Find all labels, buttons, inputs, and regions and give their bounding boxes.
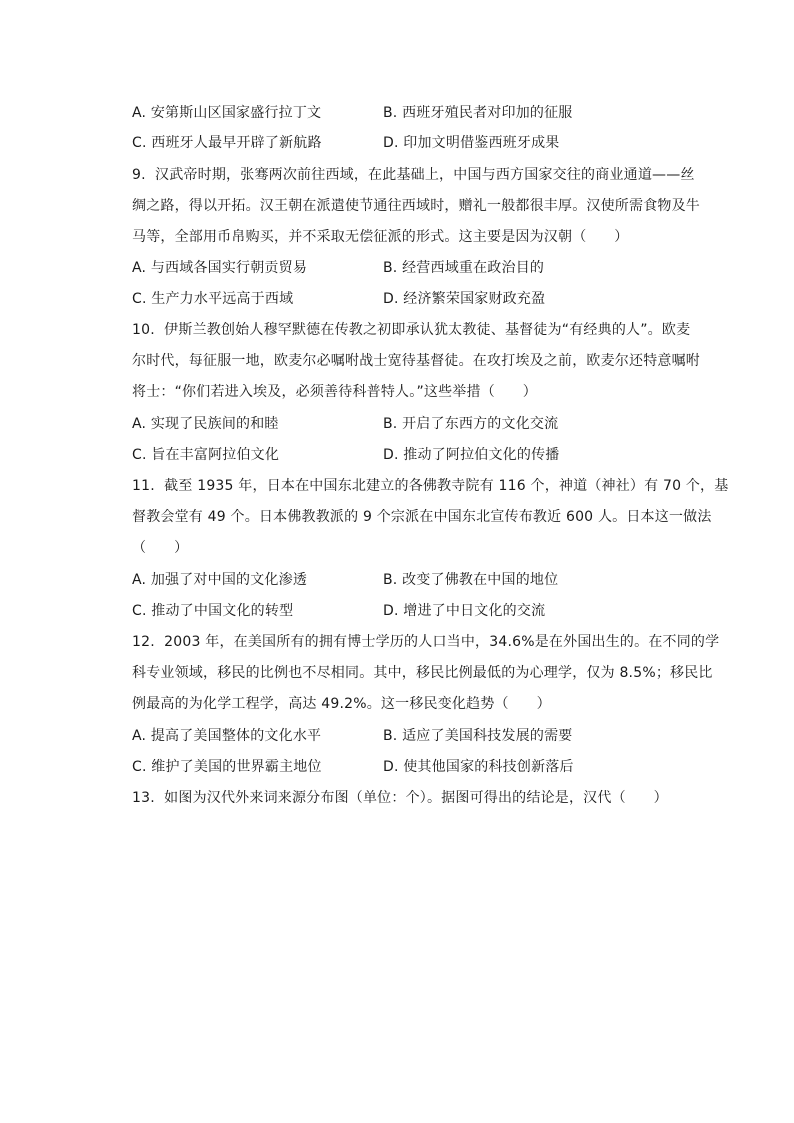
q12-stem-line-1: 12. 2003 年，在美国所有的拥有博士学历的人口当中，34.6%是在外国出生的。在不同的学 — [132, 634, 720, 650]
q9-option-a[interactable]: A. 与西域各国实行朝贡贸易 — [132, 260, 308, 276]
q11-stem-line-3: （ ） — [132, 540, 189, 556]
q8-option-d[interactable]: D. 印加文明借鉴西班牙成果 — [383, 135, 560, 151]
q8-option-b[interactable]: B. 西班牙殖民者对印加的征服 — [383, 105, 573, 121]
q12-option-c[interactable]: C. 维护了美国的世界霸主地位 — [132, 759, 322, 775]
q11-stem-line-2: 督教会堂有 49 个。日本佛教教派的 9 个宗派在中国东北宣传布教近 600 人。日本这一做法 — [132, 509, 712, 525]
q9-option-b[interactable]: B. 经营西域重在政治目的 — [383, 260, 545, 276]
q10-stem-line-2: 尔时代，每征服一地，欧麦尔必嘱咐战士宽待基督徒。在攻打埃及之前，欧麦尔还特意嘱咐 — [132, 353, 700, 369]
q12-option-a[interactable]: A. 提高了美国整体的文化水平 — [132, 728, 322, 744]
q12-stem-line-3: 例最高的为化学工程学，高达 49.2%。这一移民变化趋势（ ） — [132, 696, 551, 712]
q10-option-a[interactable]: A. 实现了民族间的和睦 — [132, 416, 279, 432]
q9-stem-line-2: 绸之路，得以开拓。汉王朝在派遣使节通往西域时，赠礼一般都很丰厚。汉使所需食物及牛 — [132, 198, 700, 214]
q10-option-c[interactable]: C. 旨在丰富阿拉伯文化 — [132, 447, 280, 463]
q13-stem-line-1: 13. 如图为汉代外来词来源分布图（单位：个）。据图可得出的结论是，汉代（ ） — [132, 790, 668, 806]
q10-stem-line-1: 10. 伊斯兰教创始人穆罕默德在传教之初即承认犹太教徒、基督徒为“有经典的人”。欧麦 — [132, 322, 691, 338]
q11-option-a[interactable]: A. 加强了对中国的文化渗透 — [132, 572, 308, 588]
q12-stem-line-2: 科专业领域，移民的比例也不尽相同。其中，移民比例最低的为心理学，仅为 8.5%；移民比 — [132, 665, 713, 681]
q11-stem-line-1: 11. 截至 1935 年，日本在中国东北建立的各佛教寺院有 116 个，神道（神社）有 70 个，基 — [132, 478, 729, 494]
q9-stem-line-3: 马等，全部用币帛购买，并不采取无偿征派的形式。这主要是因为汉朝（ ） — [132, 229, 629, 245]
q8-option-a[interactable]: A. 安第斯山区国家盛行拉丁文 — [132, 105, 322, 121]
q11-option-b[interactable]: B. 改变了佛教在中国的地位 — [383, 572, 559, 588]
q12-option-d[interactable]: D. 使其他国家的科技创新落后 — [383, 759, 574, 775]
q8-option-c[interactable]: C. 西班牙人最早开辟了新航路 — [132, 135, 322, 151]
q10-option-d[interactable]: D. 推动了阿拉伯文化的传播 — [383, 447, 560, 463]
q12-option-b[interactable]: B. 适应了美国科技发展的需要 — [383, 728, 573, 744]
q9-stem-line-1: 9. 汉武帝时期，张骞两次前往西域，在此基础上，中国与西方国家交往的商业通道——丝 — [132, 167, 695, 183]
q11-option-d[interactable]: D. 增进了中日文化的交流 — [383, 603, 546, 619]
q9-option-c[interactable]: C. 生产力水平远高于西域 — [132, 291, 294, 307]
q11-option-c[interactable]: C. 推动了中国文化的转型 — [132, 603, 294, 619]
q10-stem-line-3: 将士：“你们若进入埃及，必须善待科普特人。”这些举措（ ） — [132, 384, 538, 400]
q9-option-d[interactable]: D. 经济繁荣国家财政充盈 — [383, 291, 546, 307]
q10-option-b[interactable]: B. 开启了东西方的文化交流 — [383, 416, 559, 432]
